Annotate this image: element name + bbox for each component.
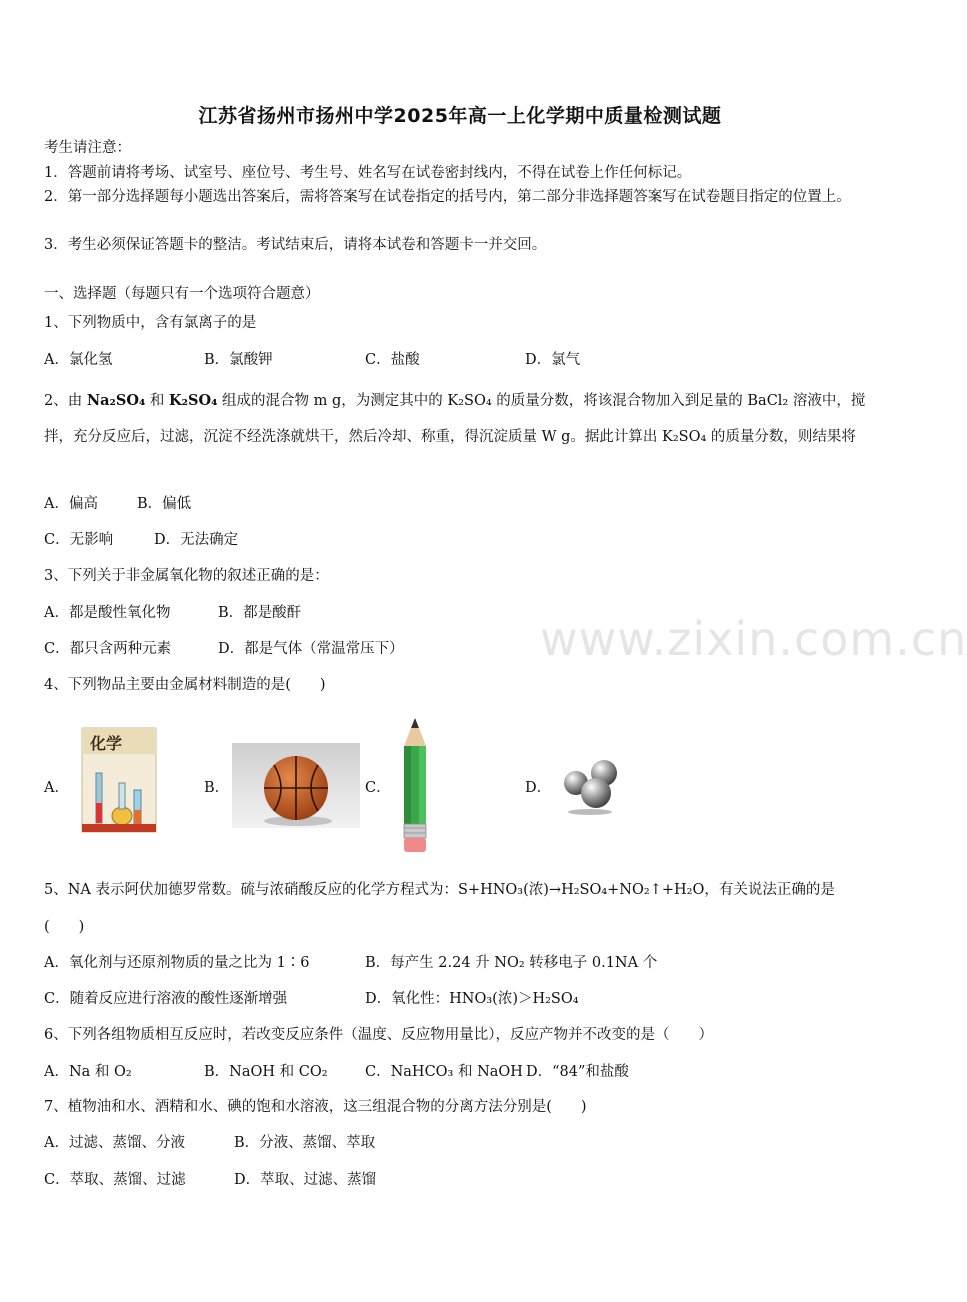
book-cover-title: 化学 — [90, 734, 123, 753]
q5-option-a[interactable]: A．氧化剂与还原剂物质的量之比为 1∶6 — [44, 955, 310, 971]
q5-paren: ( ) — [44, 919, 85, 935]
q1-option-a[interactable]: A．氯化氢 — [44, 352, 113, 368]
q2-and: 和 — [145, 393, 170, 409]
q2-na2so4: Na₂SO₄ — [86, 392, 146, 409]
q2-option-d[interactable]: D．无法确定 — [154, 532, 239, 548]
q7-option-a[interactable]: A．过滤、蒸馏、分液 — [44, 1135, 185, 1151]
q6-option-d[interactable]: D．“84”和盐酸 — [526, 1064, 629, 1080]
q1-option-c[interactable]: C．盐酸 — [365, 352, 420, 368]
q2-stem — [44, 383, 880, 455]
chemistry-book-image — [82, 728, 156, 832]
q3-option-a[interactable]: A．都是酸性氧化物 — [44, 605, 171, 621]
q3-option-b[interactable]: B．都是酸酐 — [218, 605, 302, 621]
q3-option-d[interactable]: D．都是气体（常温常压下） — [218, 641, 404, 657]
q4-option-b[interactable]: B． — [204, 780, 230, 796]
q5-option-c[interactable]: C．随着反应进行溶液的酸性逐渐增强 — [44, 991, 288, 1007]
q4-option-c[interactable]: C． — [365, 780, 391, 796]
exam-title: 江苏省扬州市扬州中学2025年高一上化学期中质量检测试题 — [198, 105, 722, 127]
q2-stem-rest: 组成的混合物 m g，为测定其中的 K₂SO₄ 的质量分数，将该混合物加入到足量的 BaCl₂ 溶液中，搅拌，充分反应后，过滤，沉淀不经洗涤就烘干，然后冷却、称重，得沉淀质量 W g。据此计算出 K₂SO₄ 的质量分数，则结果将 — [44, 393, 866, 445]
q6-option-c[interactable]: C．NaHCO₃ 和 NaOH — [365, 1064, 523, 1080]
notice-heading: 考生请注意： — [44, 140, 131, 156]
notice-item-1: 1．答题前请将考场、试室号、座位号、考生号、姓名写在试卷密封线内，不得在试卷上作任何标记。 — [44, 165, 692, 181]
q6-option-a[interactable]: A．Na 和 O₂ — [44, 1064, 132, 1080]
metal-balls-image — [558, 757, 622, 817]
q4-option-d[interactable]: D． — [525, 780, 552, 796]
notice-item-2: 2．第一部分选择题每小题选出答案后，需将答案写在试卷指定的括号内，第二部分非选择题答案写在试卷题目指定的位置上。 — [44, 189, 851, 205]
q4-option-a[interactable]: A． — [44, 780, 69, 796]
q4-stem: 4、下列物品主要由金属材料制造的是( ) — [44, 677, 326, 693]
q1-option-d[interactable]: D．氯气 — [525, 352, 581, 368]
q2-option-a[interactable]: A．偏高 — [44, 496, 98, 512]
q5-option-d[interactable]: D．氧化性：HNO₃(浓)＞H₂SO₄ — [365, 991, 579, 1007]
pencil-image — [400, 716, 430, 856]
q2-option-b[interactable]: B．偏低 — [137, 496, 192, 512]
q3-stem: 3、下列关于非金属氧化物的叙述正确的是： — [44, 568, 329, 584]
basketball-image — [232, 743, 360, 828]
section-heading: 一、选择题（每题只有一个选项符合题意） — [44, 286, 320, 302]
q2-stem-start: 2、由 — [44, 393, 87, 409]
q7-option-d[interactable]: D．萃取、过滤、蒸馏 — [234, 1172, 377, 1188]
q6-option-b[interactable]: B．NaOH 和 CO₂ — [204, 1064, 328, 1080]
q7-option-c[interactable]: C．萃取、蒸馏、过滤 — [44, 1172, 186, 1188]
q6-stem: 6、下列各组物质相互反应时，若改变反应条件（温度、反应物用量比），反应产物并不改变的是（ ） — [44, 1027, 713, 1043]
q5-option-b[interactable]: B．每产生 2.24 升 NO₂ 转移电子 0.1NA 个 — [365, 955, 658, 971]
q7-option-b[interactable]: B．分液、蒸馏、萃取 — [234, 1135, 376, 1151]
q2-option-c[interactable]: C．无影响 — [44, 532, 114, 548]
q1-option-b[interactable]: B．氯酸钾 — [204, 352, 273, 368]
q2-k2so4: K₂SO₄ — [169, 392, 218, 409]
notice-item-3: 3．考生必须保证答题卡的整洁。考试结束后，请将本试卷和答题卡一并交回。 — [44, 237, 547, 253]
watermark: www.zixin.com.cn — [540, 612, 967, 666]
q1-stem: 1、下列物质中，含有氯离子的是 — [44, 315, 257, 331]
q3-option-c[interactable]: C．都只含两种元素 — [44, 641, 172, 657]
q7-stem: 7、植物油和水、酒精和水、碘的饱和水溶液，这三组混合物的分离方法分别是( ) — [44, 1099, 587, 1115]
q5-stem: 5、NA 表示阿伏加德罗常数。硫与浓硝酸反应的化学方程式为：S+HNO₃(浓)→H₂SO₄+NO₂↑+H₂O，有关说法正确的是 — [44, 882, 835, 898]
